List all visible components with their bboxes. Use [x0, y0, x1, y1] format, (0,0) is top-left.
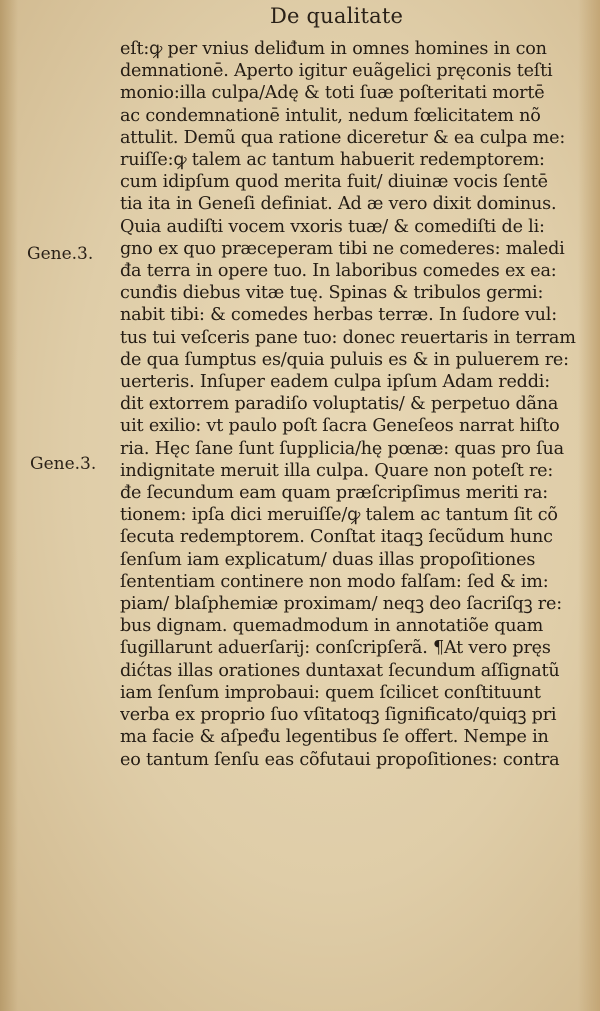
margin-note-genesis: Gene.3. [27, 244, 94, 264]
text-line: monio:illa culpa/Adę & toti ſuæ poſteritati mortē [120, 83, 545, 104]
running-head: De qualitate [270, 4, 404, 28]
margin-note-genesis: Gene.3. [30, 454, 97, 474]
text-line: verba ex proprio ſuo vſitatoqꝫ ſignificato/quiqꝫ pri [120, 705, 557, 726]
text-line: piam/ blaſphemiæ proximam/ neqꝫ deo ſacriſqꝫ re: [120, 594, 562, 615]
text-line: uerteris. Inſuper eadem culpa ipſum Adam reddi: [120, 372, 550, 393]
text-line: iam ſenſum improbaui: quem ſcilicet conſtituunt [120, 682, 541, 703]
text-line: eſt:ꝙ per vnius deliđum in omnes homines in con [120, 39, 547, 59]
text-line: Quia audiſti vocem vxoris tuæ/ & comediſti de li: [120, 216, 545, 237]
text-line: tus tui veſceris pane tuo: donec reuertaris in terram [120, 327, 576, 348]
text-line: ria. Hęc ſane ſunt ſupplicia/hę pœnæ: quas pro ſua [120, 438, 564, 459]
text-line: đa terra in opere tuo. In laboribus comedes ex ea: [120, 261, 557, 282]
text-line: ſententiam continere non modo falſam: ſed & im: [120, 571, 549, 592]
text-line: tionem: ipſa dici meruiſſe/ꝙ talem ac tantum ſit cõ [120, 505, 558, 526]
text-line: gno ex quo præceperam tibi ne comederes: maledi [120, 238, 565, 259]
text-line: ma facie & aſpeđu legentibus ſe offert. Nempe in [120, 727, 549, 748]
text-line: ſenſum iam explicatum/ duas illas propoſitiones [120, 549, 536, 570]
text-line: nabit tibi: & comedes herbas terræ. In ſudore vul: [120, 305, 557, 326]
text-line: uit exilio: vt paulo poſt ſacra Geneſeos narrat hiſto [120, 416, 560, 437]
text-line: ſugillarunt aduerſarij: conſcripſerã. ¶At vero pręs [120, 638, 551, 659]
text-line: attulit. Demũ qua ratione diceretur & ea culpa me: [120, 127, 566, 148]
text-line: dit extorrem paradiſo voluptatis/ & perpetuo dãna [120, 394, 559, 415]
text-line: ac condemnationē intulit, nedum fœlicitatem nõ [120, 105, 541, 126]
text-line: đe ſecundum eam quam præſcripſimus meriti ra: [120, 483, 549, 504]
text-line: ruiſſe:ꝙ talem ac tantum habuerit redemptorem: [120, 150, 545, 171]
text-line: demnationē. Aperto igitur euãgelici pręconis teſti [120, 61, 553, 82]
text-line: eo tantum ſenſu eas cõfutaui propoſitiones: contra [120, 749, 560, 770]
body-text [120, 38, 580, 771]
text-line: ſecuta redemptorem. Conſtat itaqꝫ ſecũdum hunc [120, 527, 553, 548]
text-line: cunđis diebus vitæ tuę. Spinas & tribulos germi: [120, 283, 544, 304]
text-line: tia ita in Geneſi definiat. Ad æ vero dixit dominus. [120, 194, 557, 215]
text-line: de qua ſumptus es/quia puluis es & in puluerem re: [120, 349, 569, 370]
text-line: dićtas illas orationes duntaxat ſecundum aſſignatũ [120, 660, 560, 681]
text-line: cum idipſum quod merita fuit/ diuinæ vocis ſentē [120, 172, 548, 193]
text-line: indignitate meruit illa culpa. Quare non poteſt re: [120, 460, 554, 481]
text-line: bus dignam. quemadmodum in annotatiõe quam [120, 616, 544, 637]
